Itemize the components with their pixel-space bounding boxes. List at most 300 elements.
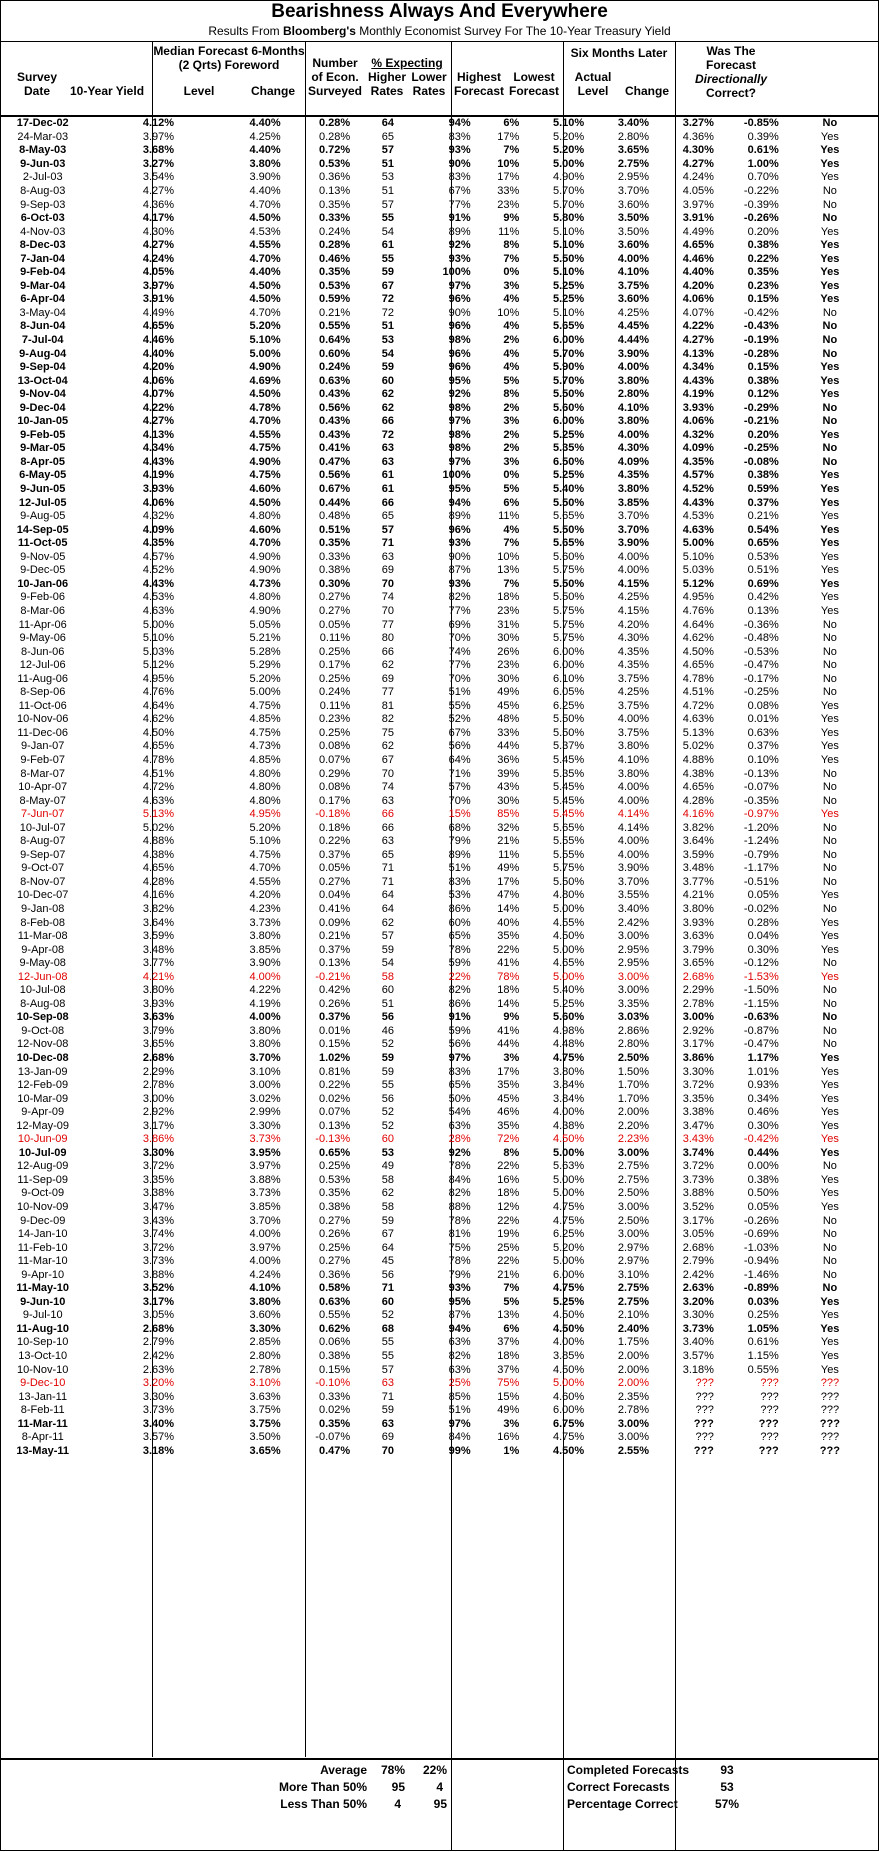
pct-higher-cell: 55% [448,699,471,712]
correct-cell: Yes [820,699,839,712]
forecast-change-cell: 0.13% [318,185,351,197]
survey-date-cell: 10-Nov-10 [17,1363,69,1376]
forecast-change-cell: 0.11% [319,632,351,645]
num-surveyed-cell: 60 [381,1295,395,1308]
survey-date-cell: 11-May-10 [16,1282,69,1295]
forecast-level-cell: 4.75% [249,848,281,861]
actual-level-cell: 3.73% [682,1322,714,1335]
table-row [1,551,878,565]
actual-change-cell: -0.42% [743,306,779,319]
survey-date-cell: 13-Oct-04 [17,374,68,387]
yield-cell: 5.10% [142,632,175,645]
survey-date-cell: 9-Dec-10 [20,1377,66,1390]
forecast-change-cell: 0.01% [318,1024,351,1037]
actual-level-cell: 4.20% [682,279,714,292]
forecast-level-cell: 3.88% [249,1173,281,1186]
table-row [1,781,878,795]
table-row [1,998,878,1012]
actual-level-cell: 4.22% [682,320,714,333]
correct-cell: ??? [820,1377,840,1390]
pct-higher-cell: 68% [448,821,471,834]
yield-cell: 2.29% [142,1065,175,1078]
yield-cell: 3.54% [142,171,175,184]
actual-change-cell: 0.61% [747,1336,779,1349]
actual-change-cell: 0.00% [747,1160,779,1173]
pct-higher-cell: 79% [448,1268,471,1281]
forecast-change-cell: 0.15% [318,1363,351,1376]
correct-cell: Yes [820,1052,840,1064]
correct-cell: Yes [820,469,840,482]
lowest-forecast-cell: 3.75% [617,726,650,739]
pct-higher-cell: 94% [448,1322,471,1335]
num-surveyed-cell: 70 [381,577,395,590]
highest-forecast-cell: 5.60% [552,401,585,414]
forecast-level-cell: 2.80% [249,1350,281,1363]
survey-date-cell: 11-Mar-08 [17,930,68,943]
highest-forecast-cell: 5.35% [552,767,585,780]
num-surveyed-cell: 69 [381,1431,395,1444]
survey-date-cell: 13-Oct-10 [18,1350,68,1363]
yield-cell: 3.57% [142,1431,175,1444]
actual-level-cell: 2.29% [682,984,714,997]
pct-higher-cell: 93% [448,577,471,590]
highest-forecast-cell: 5.00% [552,943,585,956]
forecast-level-cell: 4.55% [249,239,281,252]
correct-cell: Yes [820,1309,839,1322]
forecast-level-cell: 3.75% [249,1404,281,1417]
num-surveyed-cell: 60 [381,984,395,997]
pct-higher-cell: 60% [448,916,471,929]
highest-forecast-cell: 6.00% [552,659,585,672]
pct-lower-cell: 2% [503,334,520,347]
correct-cell: Yes [820,550,839,563]
forecast-level-cell: 3.73% [249,1133,281,1146]
lowest-forecast-cell: 2.95% [617,957,650,970]
actual-change-cell: -1.20% [743,821,779,834]
actual-change-cell: 0.10% [747,753,779,766]
num-surveyed-cell: 66 [381,808,395,821]
actual-change-cell: 0.35% [747,266,779,279]
survey-date-cell: 8-May-07 [19,794,66,807]
pct-lower-cell: 16% [497,1173,520,1186]
table-row [1,740,878,754]
yield-cell: 4.95% [142,672,175,685]
pct-lower-cell: 10% [497,306,520,319]
lowest-forecast-cell: 3.60% [617,198,650,211]
lowest-forecast-cell: 4.25% [617,591,650,604]
forecast-level-cell: 4.78% [249,401,281,414]
forecast-level-cell: 4.40% [249,266,281,279]
table-row [1,347,878,361]
forecast-level-cell: 3.10% [249,1065,281,1078]
pct-lower-cell: 39% [497,767,520,780]
forecast-level-cell: 4.70% [249,537,281,550]
actual-change-cell: 0.69% [747,577,779,590]
highest-forecast-cell: 5.00% [552,1255,585,1268]
correct-cell: Yes [820,713,839,726]
actual-change-cell: 0.22% [747,252,779,265]
highest-forecast-cell: 5.25% [552,428,585,441]
table-row [1,605,878,619]
pct-higher-cell: 65% [448,1079,471,1092]
highest-forecast-cell: 5.60% [552,550,585,563]
pct-higher-cell: 57% [448,781,471,794]
pct-lower-cell: 10% [497,157,520,170]
forecast-change-cell: 0.53% [318,1173,351,1186]
num-surveyed-cell: 57 [381,523,395,536]
pct-higher-cell: 100% [442,469,471,482]
highest-forecast-cell: 6.75% [552,1417,585,1430]
pct-higher-cell: 67% [448,185,471,197]
forecast-change-cell: 0.27% [318,604,351,617]
pct-higher-cell: 83% [448,130,471,143]
num-surveyed-cell: 66 [381,415,395,428]
pct-lower-cell: 75% [497,1377,520,1390]
forecast-change-cell: 0.35% [318,198,351,211]
num-surveyed-cell: 59 [381,1404,395,1417]
actual-level-cell: 4.06% [682,415,714,428]
survey-table [1,117,878,1458]
forecast-change-cell: 0.42% [318,984,351,997]
pct-lower-cell: 4% [503,523,520,536]
yield-cell: 4.52% [142,564,175,577]
table-row [1,1336,878,1350]
lowest-forecast-cell: 3.00% [617,1201,650,1214]
table-row [1,1038,878,1052]
pct-lower-cell: 19% [497,1228,520,1241]
forecast-level-cell: 5.20% [249,821,281,834]
survey-date-cell: 9-Jul-10 [22,1309,63,1322]
num-surveyed-cell: 60 [381,1133,395,1146]
num-surveyed-cell: 62 [381,916,395,929]
actual-change-cell: -0.89% [743,1282,779,1295]
num-surveyed-cell: 59 [381,361,395,374]
less-label: Less Than 50% [280,1797,367,1811]
survey-date-cell: 11-Dec-06 [17,726,68,739]
correct-cell: Yes [820,740,839,753]
less-higher: 4 [394,1797,401,1811]
actual-change-cell: -0.63% [743,1011,779,1024]
survey-date-cell: 11-Aug-06 [17,672,68,685]
yield-cell: 3.43% [142,1214,175,1227]
actual-change-cell: 0.04% [747,930,779,943]
actual-change-cell: -0.13% [743,767,779,780]
table-row [1,808,878,822]
forecast-level-cell: 4.50% [249,293,281,306]
lowest-forecast-cell: 3.75% [617,279,650,292]
actual-change-cell: -0.48% [743,632,779,645]
lowest-forecast-cell: 2.40% [617,1322,650,1335]
forecast-level-cell: 4.75% [249,726,281,739]
table-row [1,1241,878,1255]
correct-cell: No [822,835,837,848]
yield-cell: 2.42% [142,1350,175,1363]
forecast-level-cell: 2.99% [249,1106,281,1119]
forecast-level-cell: 4.70% [249,415,281,428]
lowest-forecast-cell: 2.10% [617,1309,650,1322]
forecast-change-cell: 0.37% [318,848,351,861]
forecast-change-cell: 0.25% [318,1241,351,1254]
yield-cell: 4.07% [142,388,175,401]
header-was-correct-2: Directionally [694,72,768,86]
pct-lower-cell: 44% [497,740,520,753]
more-lower: 4 [436,1780,443,1794]
highest-forecast-cell: 5.20% [552,1241,585,1254]
pct-higher-cell: 64% [448,753,471,766]
actual-change-cell: 0.55% [747,1363,779,1376]
forecast-level-cell: 4.00% [249,970,281,983]
actual-level-cell: 4.28% [682,794,714,807]
actual-level-cell: 4.65% [682,239,714,252]
actual-level-cell: 3.77% [682,875,714,888]
actual-level-cell: 4.57% [682,469,714,482]
pct-higher-cell: 96% [448,361,471,374]
lowest-forecast-cell: 4.25% [617,306,650,319]
forecast-change-cell: 0.08% [318,781,351,794]
actual-level-cell: 4.35% [682,455,714,468]
actual-change-cell: -1.53% [743,970,779,983]
actual-change-cell: -0.12% [743,957,779,970]
lowest-forecast-cell: 3.55% [617,889,650,902]
table-row [1,578,878,592]
survey-date-cell: 10-Jul-09 [18,1146,67,1159]
correct-cell: Yes [820,144,840,157]
actual-level-cell: 2.78% [682,997,714,1010]
correct-cell: No [822,659,837,672]
forecast-change-cell: 0.27% [318,875,351,888]
correct-cell: Yes [820,523,840,536]
actual-level-cell: 5.00% [682,537,714,550]
survey-date-cell: 11-Mar-11 [17,1417,68,1430]
survey-date-cell: 9-Sep-04 [19,361,66,374]
survey-date-cell: 9-Nov-05 [20,550,66,563]
highest-forecast-cell: 5.50% [552,875,585,888]
survey-date-cell: 10-Jul-07 [19,821,66,834]
pct-lower-cell: 11% [498,848,520,861]
actual-change-cell: -0.36% [743,618,779,631]
lowest-forecast-cell: 3.75% [617,672,650,685]
actual-change-cell: 0.15% [747,361,779,374]
actual-change-cell: -0.53% [743,645,779,658]
table-row [1,252,878,266]
table-row [1,1214,878,1228]
num-surveyed-cell: 58 [381,1173,395,1186]
highest-forecast-cell: 4.50% [552,1309,585,1322]
lowest-forecast-cell: 3.60% [617,239,650,252]
table-row [1,984,878,998]
table-row [1,645,878,659]
survey-date-cell: 3-May-04 [19,306,66,319]
correct-cell: Yes [820,374,840,387]
num-surveyed-cell: 51 [381,157,395,170]
table-row [1,1201,878,1215]
more-higher: 95 [391,1780,405,1794]
actual-change-cell: -0.94% [743,1255,779,1268]
actual-change-cell: -0.39% [743,198,779,211]
lowest-forecast-cell: 3.75% [617,699,650,712]
actual-change-cell: -0.25% [743,442,779,455]
forecast-change-cell: 0.36% [318,1268,351,1281]
pct-higher-cell: 100% [442,266,471,279]
forecast-change-cell: 0.38% [318,564,351,577]
completed-value: 93 [720,1763,734,1777]
survey-date-cell: 10-Sep-08 [16,1011,69,1024]
correct-cell: Yes [820,1363,839,1376]
survey-date-cell: 9-Jun-05 [20,483,66,496]
pct-higher-cell: 70% [448,672,471,685]
page-title: Bearishness Always And Everywhere [271,1,608,22]
highest-forecast-cell: 5.60% [552,1011,585,1024]
yield-cell: 3.64% [142,916,175,929]
actual-level-cell: 3.93% [682,401,714,414]
forecast-change-cell: 0.47% [318,455,351,468]
table-row [1,401,878,415]
pct-lower-cell: 48% [497,713,520,726]
actual-change-cell: 0.42% [747,591,779,604]
lowest-forecast-cell: 3.03% [617,1011,650,1024]
forecast-level-cell: 3.75% [249,1417,281,1430]
forecast-change-cell: 0.18% [318,821,351,834]
correct-cell: No [822,1214,837,1227]
yield-cell: 4.35% [142,537,175,550]
header-survey-date: Survey Date [16,70,58,98]
pct-lower-cell: 43% [497,781,520,794]
lowest-forecast-cell: 4.09% [617,455,650,468]
forecast-change-cell: 0.28% [318,117,351,130]
highest-forecast-cell: 6.00% [552,645,585,658]
highest-forecast-cell: 4.90% [552,171,585,184]
forecast-change-cell: 0.04% [318,889,351,902]
num-surveyed-cell: 46 [381,1024,395,1037]
lowest-forecast-cell: 4.00% [617,794,650,807]
yield-cell: 4.64% [142,699,175,712]
forecast-change-cell: 0.35% [318,1187,351,1200]
highest-forecast-cell: 5.75% [552,604,585,617]
table-row [1,1119,878,1133]
survey-date-cell: 9-Mar-05 [20,442,66,455]
pct-lower-cell: 41% [497,1024,520,1037]
actual-change-cell: 0.38% [747,1173,779,1186]
forecast-change-cell: 0.23% [318,713,351,726]
num-surveyed-cell: 68 [381,1322,395,1335]
pct-lower-cell: 5% [503,1295,520,1308]
survey-date-cell: 12-Jul-06 [19,659,66,672]
forecast-level-cell: 3.63% [249,1390,281,1403]
yield-cell: 4.19% [142,469,175,482]
pct-higher-cell: 70% [448,632,471,645]
forecast-change-cell: 0.63% [318,374,351,387]
correct-cell: Yes [820,1350,839,1363]
correct-cell: No [822,984,837,997]
lowest-forecast-cell: 4.10% [617,266,650,279]
num-surveyed-cell: 59 [381,943,395,956]
pct-lower-cell: 7% [503,577,520,590]
pct-label: Percentage Correct [567,1797,678,1811]
correct-cell: Yes [820,388,840,401]
lowest-forecast-cell: 4.00% [617,713,650,726]
summary-footer [1,1758,878,1852]
highest-forecast-cell: 5.00% [552,1146,585,1159]
actual-change-cell: 0.70% [747,171,779,184]
yield-cell: 2.68% [142,1052,175,1064]
lowest-forecast-cell: 4.35% [617,659,650,672]
lowest-forecast-cell: 4.10% [617,753,650,766]
forecast-change-cell: 0.27% [318,1255,351,1268]
correct-cell: No [822,212,838,225]
pct-higher-cell: 28% [448,1133,471,1146]
forecast-change-cell: 0.48% [318,510,351,523]
correct-cell: Yes [820,808,839,821]
yield-cell: 4.49% [142,306,175,319]
actual-level-cell: 4.36% [682,130,714,143]
forecast-change-cell: 0.25% [318,672,351,685]
correct-cell: Yes [820,1146,840,1159]
pct-higher-cell: 99% [448,1444,471,1457]
num-surveyed-cell: 53 [381,1146,395,1159]
pct-higher-cell: 95% [448,483,471,496]
forecast-level-cell: 5.20% [249,672,281,685]
table-row [1,713,878,727]
pct-higher-cell: 92% [448,239,471,252]
pct-lower-cell: 15% [497,1390,520,1403]
survey-date-cell: 7-Jan-04 [20,252,66,265]
highest-forecast-cell: 6.25% [552,1228,585,1241]
forecast-change-cell: 0.63% [318,1295,351,1308]
survey-date-cell: 17-Dec-02 [16,117,69,130]
forecast-level-cell: 3.85% [249,1201,281,1214]
actual-change-cell: -1.50% [743,984,779,997]
lowest-forecast-cell: 1.70% [617,1092,650,1105]
actual-change-cell: -0.26% [743,212,779,225]
yield-cell: 3.48% [142,943,175,956]
forecast-change-cell: 0.41% [318,902,351,915]
yield-cell: 4.27% [142,415,175,428]
forecast-level-cell: 4.19% [249,997,281,1010]
forecast-change-cell: 0.27% [318,1214,351,1227]
yield-cell: 4.63% [142,794,175,807]
survey-date-cell: 9-May-08 [19,957,66,970]
num-surveyed-cell: 53 [381,171,395,184]
actual-change-cell: 1.05% [747,1322,779,1335]
yield-cell: 4.53% [142,591,175,604]
highest-forecast-cell: 3.84% [552,1079,585,1092]
table-row [1,1363,878,1377]
actual-level-cell: 4.27% [682,334,714,347]
table-row [1,1296,878,1310]
actual-level-cell: 3.74% [682,1146,714,1159]
num-surveyed-cell: 57 [381,930,395,943]
lowest-forecast-cell: 2.00% [617,1377,650,1390]
highest-forecast-cell: 6.25% [552,699,585,712]
pct-lower-cell: 37% [497,1336,520,1349]
survey-date-cell: 8-Aug-03 [20,185,66,197]
forecast-change-cell: 0.08% [318,740,351,753]
table-header [1,41,878,117]
pct-higher-cell: 70% [448,794,471,807]
actual-change-cell: 1.15% [747,1350,779,1363]
table-row [1,225,878,239]
num-surveyed-cell: 53 [381,334,395,347]
forecast-level-cell: 3.70% [249,1052,281,1064]
table-row [1,1228,878,1242]
forecast-level-cell: 5.21% [249,632,281,645]
actual-level-cell: 4.65% [682,781,714,794]
actual-level-cell: 4.72% [682,699,714,712]
forecast-level-cell: 4.90% [249,604,281,617]
actual-level-cell: 2.42% [682,1268,714,1281]
actual-level-cell: 4.51% [682,686,714,699]
correct-cell: No [822,1255,837,1268]
